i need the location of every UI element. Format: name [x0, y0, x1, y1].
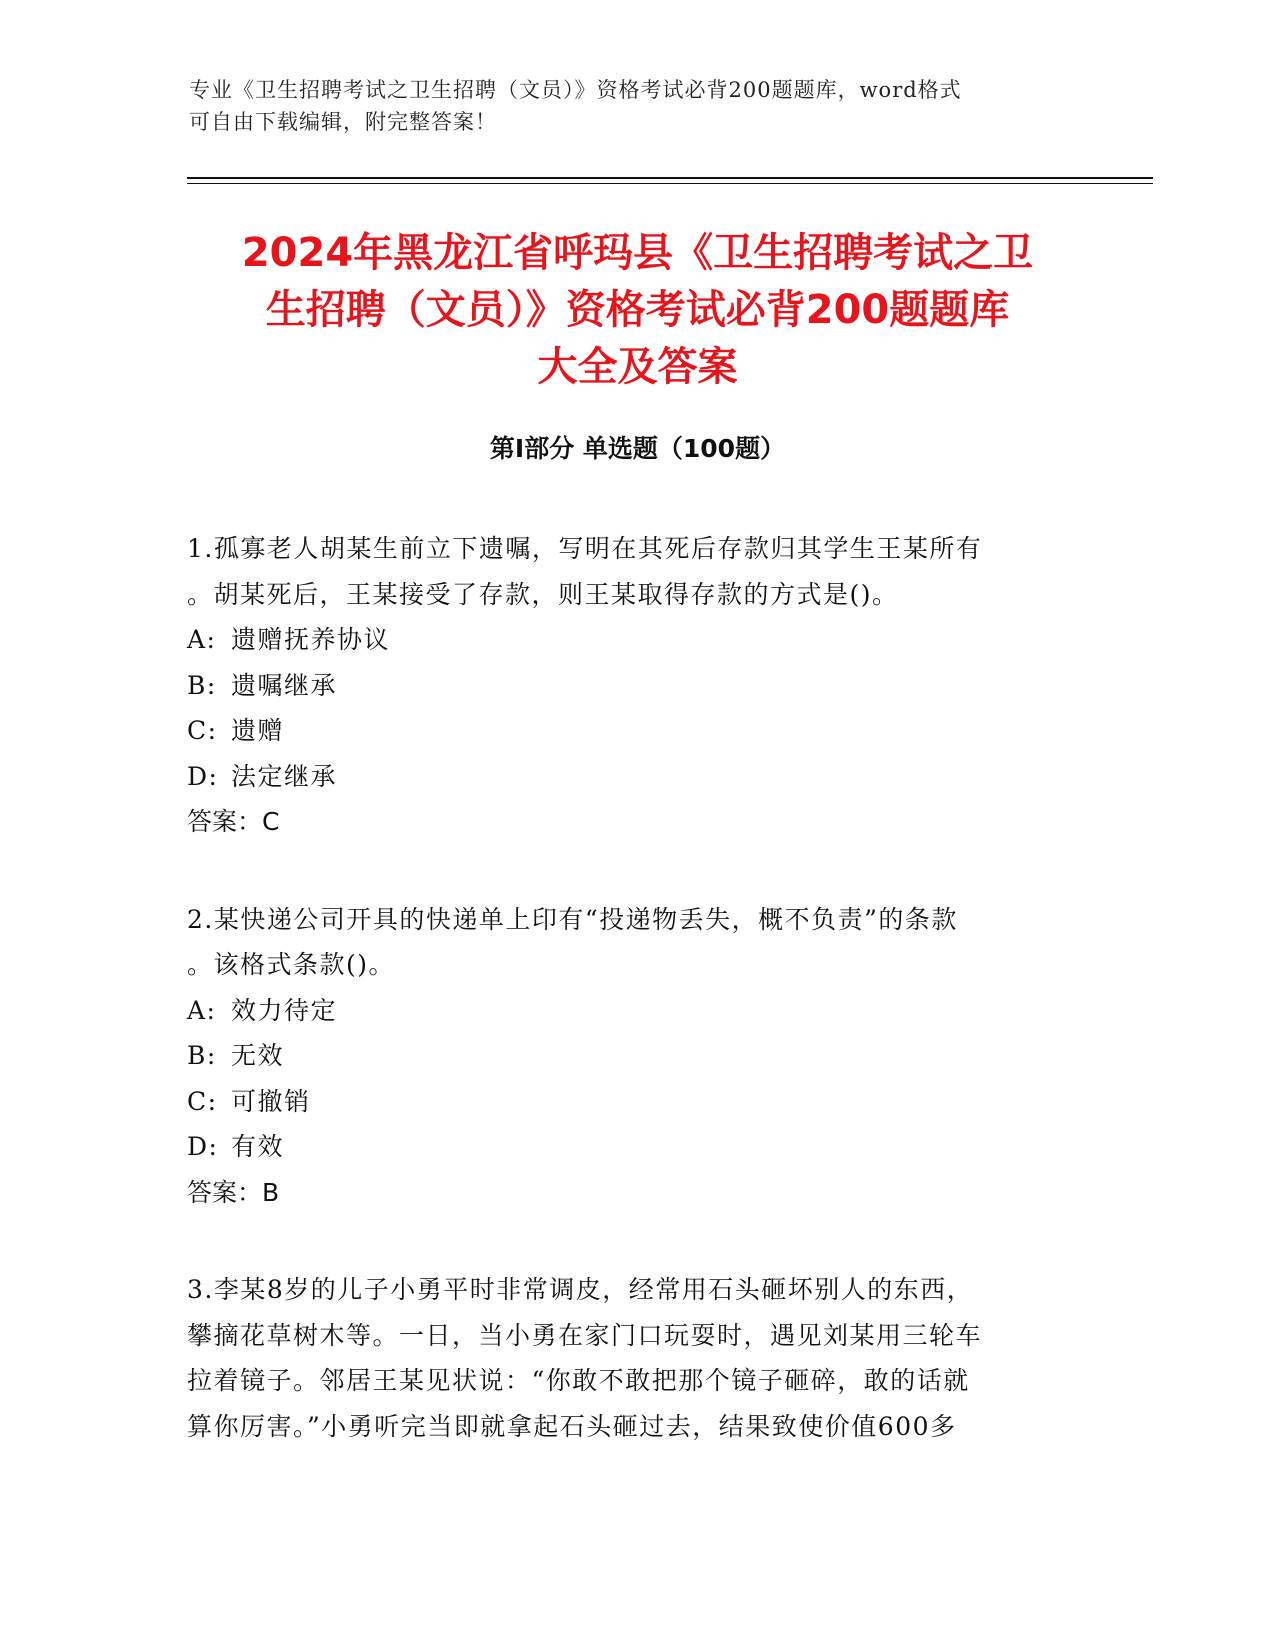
option-d [187, 1124, 1087, 1170]
header-divider-thin [187, 183, 1153, 184]
header-note-line: 可自由下载编辑，附完整答案！ [189, 110, 497, 134]
option-a [187, 617, 1087, 663]
option-text: 有效 [231, 1132, 285, 1161]
document-title-line: 2024年黑龙江省呼玛县《卫生招聘考试之卫 [241, 230, 1034, 276]
option-letter: A: [187, 995, 217, 1025]
question-text-line: 2.某快递公司开具的快递单上印有“投递物丢失，概不负责”的条款 [187, 904, 958, 934]
header-note [189, 74, 1069, 138]
question-3 [187, 1267, 1087, 1449]
option-text: 无效 [231, 1041, 285, 1070]
option-text: 效力待定 [231, 995, 338, 1025]
question-list [187, 526, 1087, 1501]
header-divider-thick [187, 177, 1153, 179]
document-title-line: 生招聘（文员）》资格考试必背200题题库 [265, 287, 1010, 333]
option-letter: A: [187, 625, 217, 654]
option-letter: B: [187, 1041, 217, 1070]
question-2 [187, 897, 1087, 1216]
option-letter: B: [187, 670, 217, 700]
option-text: 法定继承 [231, 761, 338, 791]
option-letter: C: [187, 716, 218, 745]
option-letter: D: [187, 761, 219, 791]
document-title [150, 225, 1125, 396]
answer-line: 答案：B [187, 1177, 280, 1207]
option-a [187, 988, 1087, 1034]
option-text: 可撤销 [231, 1086, 311, 1116]
question-text-line: 。该格式条款()。 [187, 950, 396, 979]
option-letter: C: [187, 1086, 218, 1116]
option-c [187, 1079, 1087, 1125]
question-text-line: 1.孤寡老人胡某生前立下遗嘱，写明在其死后存款归其学生王某所有 [187, 534, 983, 563]
question-text-line: 拉着镜子。邻居王某见状说：“你敢不敢把那个镜子砸碎，敢的话就 [187, 1366, 970, 1395]
header-note-line: 专业《卫生招聘考试之卫生招聘（文员）》资格考试必背200题题库，word格式 [189, 78, 962, 102]
question-text-line: 攀摘花草树木等。一日，当小勇在家门口玩耍时，遇见刘某用三轮车 [187, 1320, 983, 1350]
option-c [187, 708, 1087, 754]
document-title-line: 大全及答案 [537, 344, 738, 390]
option-text: 遗嘱继承 [231, 670, 338, 700]
section-title: 第Ⅰ部分 单选题（100题） [489, 434, 786, 463]
option-b [187, 663, 1087, 709]
question-text-line: 3.李某8岁的儿子小勇平时非常调皮，经常用石头砸坏别人的东西， [187, 1275, 974, 1304]
option-text: 遗赠抚养协议 [231, 625, 391, 654]
option-letter: D: [187, 1132, 219, 1161]
answer-line: 答案：C [187, 807, 280, 836]
question-text-line: 算你厉害。”小勇听完当即就拿起石头砸过去，结果致使价值600多 [187, 1411, 957, 1441]
option-d [187, 754, 1087, 800]
question-1 [187, 526, 1087, 845]
question-text-line: 。胡某死后，王某接受了存款，则王某取得存款的方式是()。 [187, 579, 899, 609]
option-text: 遗赠 [231, 716, 285, 745]
option-b [187, 1033, 1087, 1079]
